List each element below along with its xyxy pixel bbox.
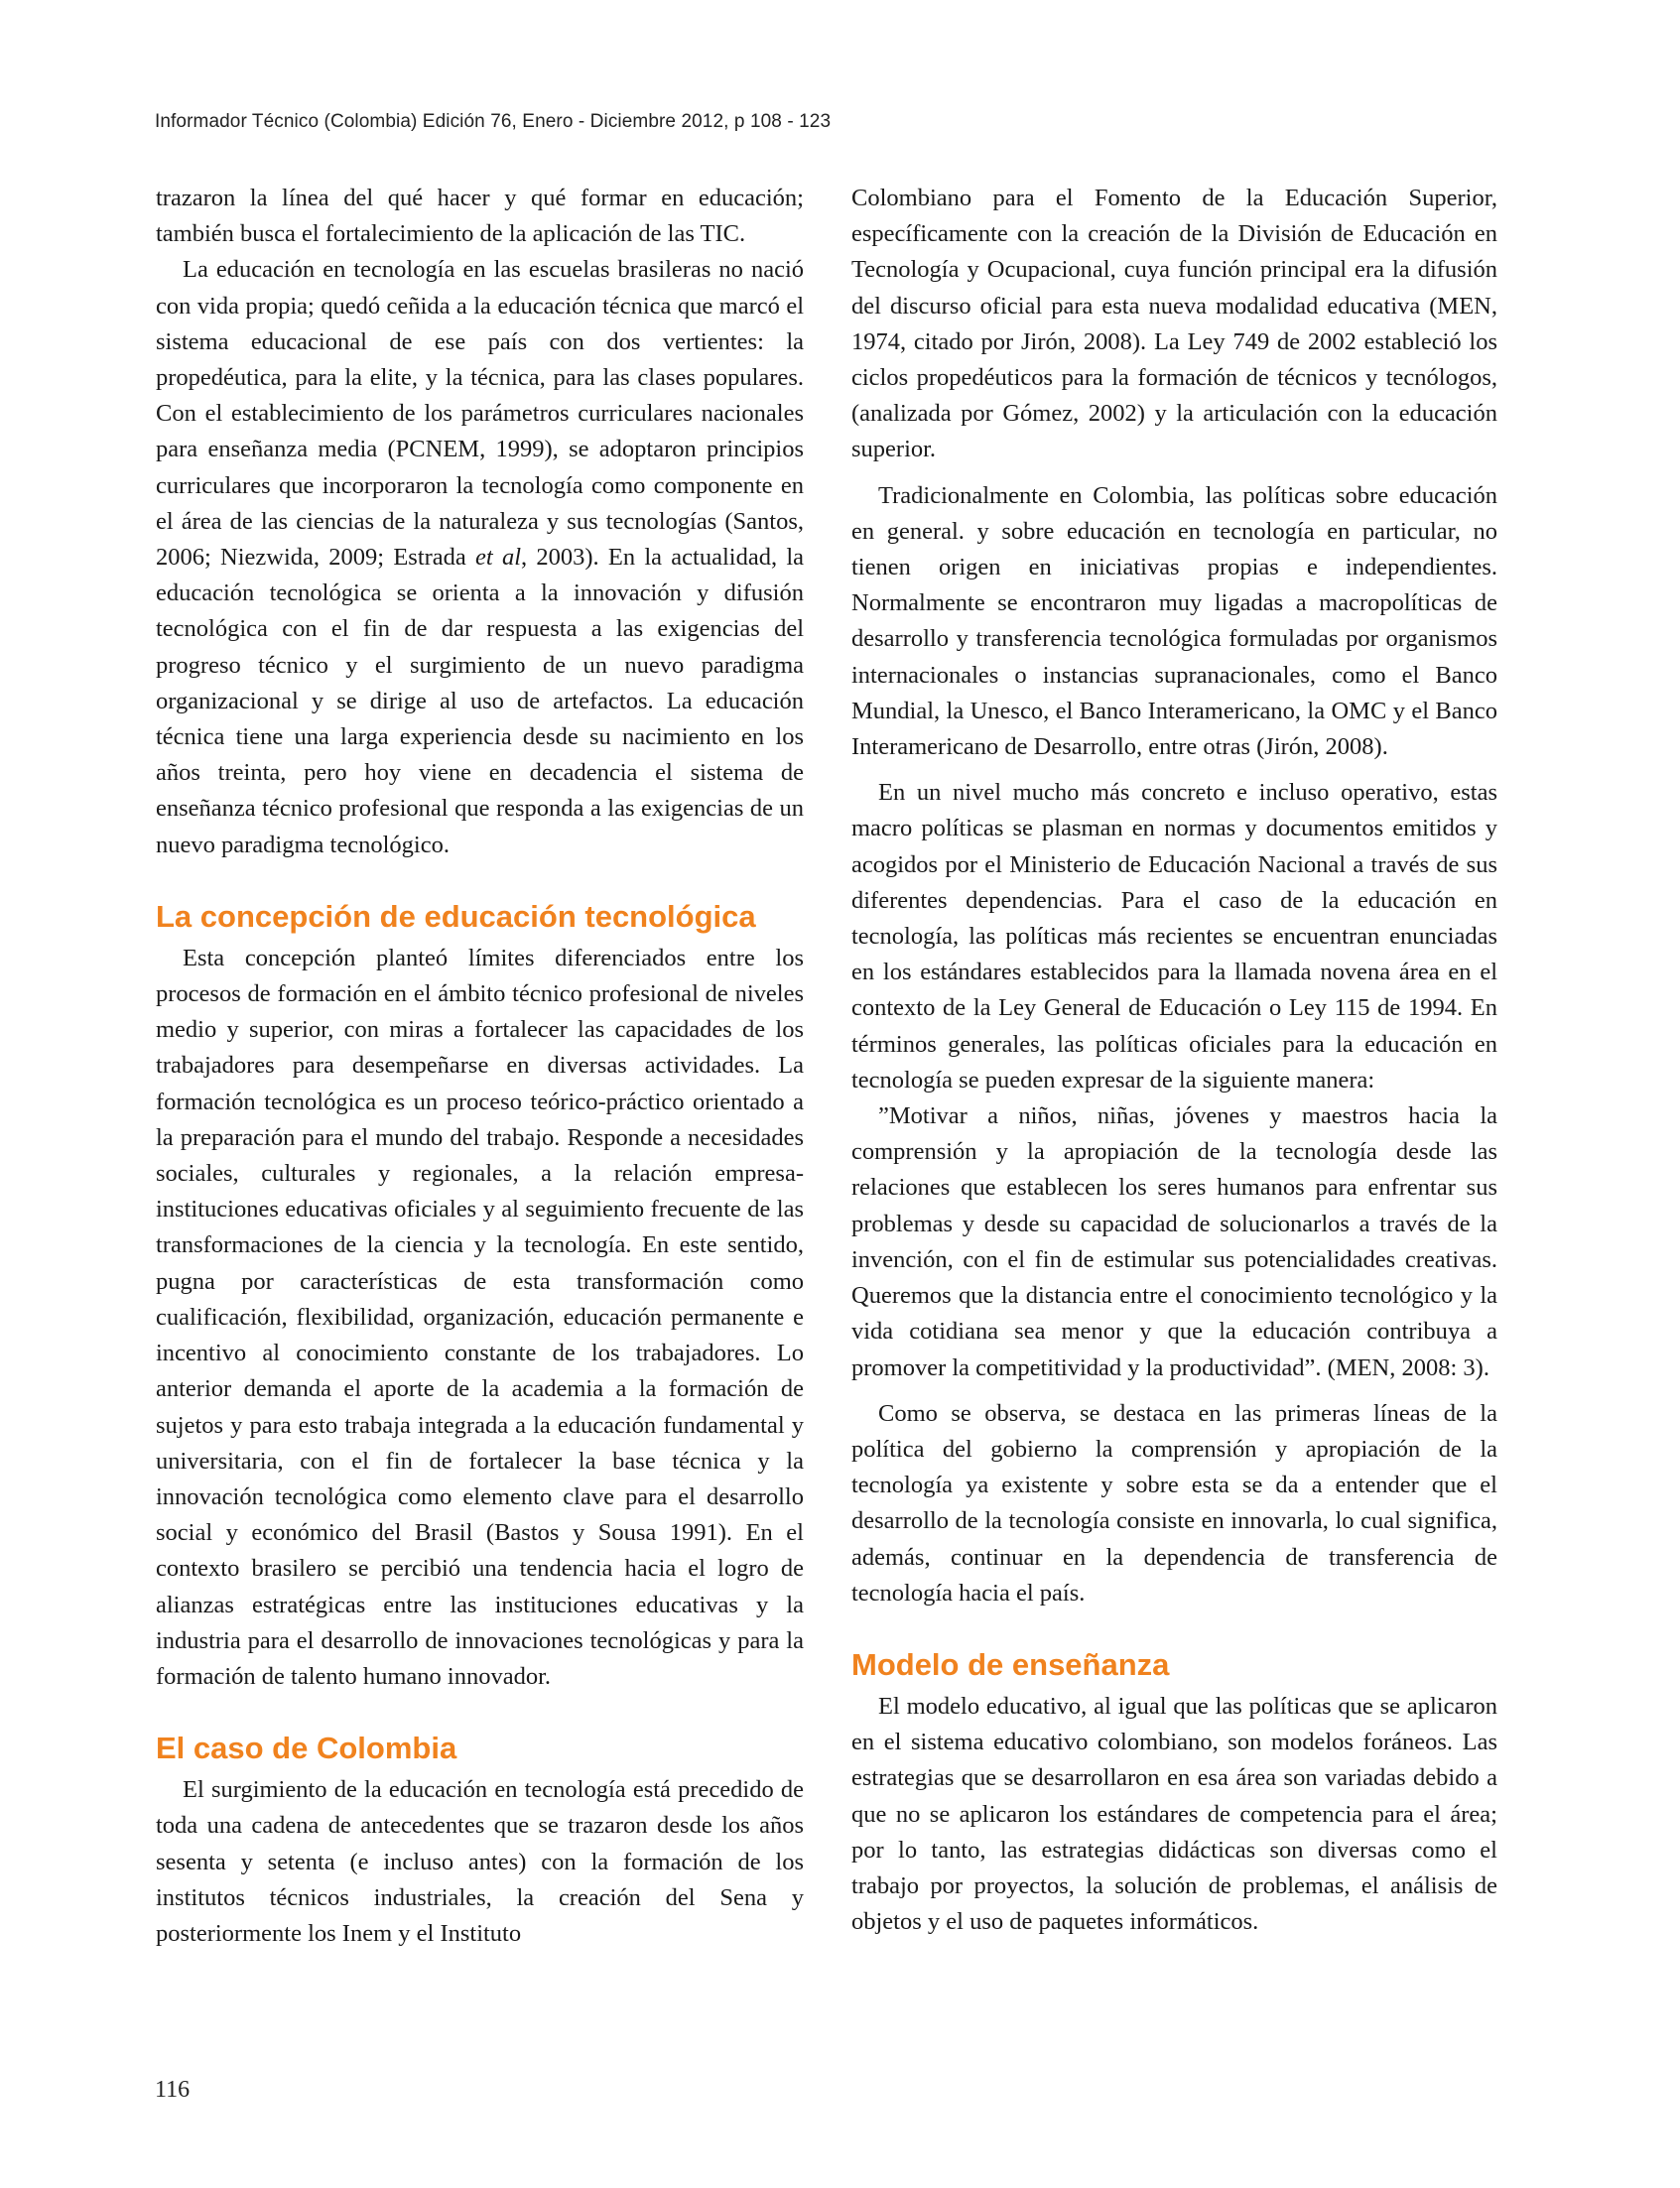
running-header: Informador Técnico (Colombia) Edición 76, Enero - Diciembre 2012, p 108 - 123 <box>155 111 832 132</box>
paragraph: trazaron la línea del qué hacer y qué formar en educación; también busca el fortalecimiento de la aplicación de las TIC. <box>156 185 804 248</box>
paragraph: Tradicionalmente en Colombia, las políticas sobre educación en general. y sobre educación en tecnología en particular, no tienen origen en iniciativas propias e independientes. Normalmente se encontraron muy ligadas a macropolíticas de desarrollo y transferencia tecnológica formuladas por organismos internacionales o instancias supranacionales, como el Banco Mundial, la Unesco, el Banco Interamericano, la OMC y el Banco Interamericano de Desarrollo, entre otras (Jirón, 2008). <box>851 481 1497 761</box>
paragraph-emphasis: et al <box>475 544 522 572</box>
section-heading: El caso de Colombia <box>156 1731 457 1766</box>
paragraph: Como se observa, se destaca en las primeras líneas de la política del gobierno la comprensión y apropiación de la tecnología ya existente y sobre esta se da a entender que el desarrollo de la tecnología consiste en innovarla, lo cual significa, además, continuar en la dependencia de transferencia de tecnología hacia el país. <box>851 1399 1497 1607</box>
page-number: 116 <box>155 2077 191 2103</box>
paragraph <box>156 252 804 862</box>
left-column <box>156 181 804 1952</box>
quote-paragraph: ”Motivar a niños, niñas, jóvenes y maestros hacia la comprensión y la apropiación de la tecnología desde las relaciones que establecen los seres humanos para enfrentar sus problemas y desde su capacidad de solucionarlos a través de la invención, con el fin de estimular sus potencialidades creativas. Queremos que la distancia entre el conocimiento tecnológico y la vida cotidiana sea menor y que la educación contribuya a promover la competitividad y la productividad”. (MEN, 2008: 3). <box>851 1102 1497 1381</box>
paragraph: En un nivel mucho más concreto e incluso operativo, estas macro políticas se plasman en normas y documentos emitidos y acogidos por el Ministerio de Educación Nacional a través de sus diferentes dependencias. Para el caso de la educación en tecnología, las políticas más recientes se encuentran enunciadas en los estándares establecidos para la llamada novena área en el contexto de la Ley General de Educación o Ley 115 de 1994. En términos generales, las políticas oficiales para la educación en tecnología se pueden expresar de la siguiente manera: <box>851 779 1497 1094</box>
paragraph: El surgimiento de la educación en tecnología está precedido de toda una cadena de antecedentes que se trazaron desde los años sesenta y setenta (e incluso antes) con la formación de los institutos técnicos industriales, la creación del Sena y posteriormente los Inem y el Instituto <box>156 1776 804 1947</box>
paragraph-text: La educación en tecnología en las escuelas brasileras no nació con vida propia; quedó ceñida a la educación técnica que marcó el sistema educacional de ese país con dos vertientes: la propedéutica, para la elite, y la técnica, para las clases populares. Con el establecimiento de los parámetros curriculares nacionales para enseñanza media (PCNEM, 1999), se adoptaron principios curriculares que incorporaron la tecnología como componente en el área de las ciencias de la naturaleza y sus tecnologías (Santos, 2006; Niezwida, 2009; Estrada <box>156 256 804 572</box>
right-column <box>851 181 1497 1940</box>
section-heading: La concepción de educación tecnológica <box>156 898 756 934</box>
paragraph-text: , 2003). En la actualidad, la educación tecnológica se orienta a la innovación y difusión tecnológica con el fin de dar respuesta a las exigencias del progreso técnico y el surgimiento de un nuevo paradigma organizacional y se dirige al uso de artefactos. La educación técnica tiene una larga experiencia desde su nacimiento en los años treinta, pero hoy viene en decadencia el sistema de enseñanza técnico profesional que responda a las exigencias de un nuevo paradigma tecnológico. <box>156 544 805 858</box>
paragraph: Colombiano para el Fomento de la Educación Superior, específicamente con la creación de la División de Educación en Tecnología y Ocupacional, cuya función principal era la difusión del discurso oficial para esta nueva modalidad educativa (MEN, 1974, citado por Jirón, 2008). La Ley 749 de 2002 estableció los ciclos propedéuticos para la formación de técnicos y tecnólogos, (analizada por Gómez, 2002) y la articulación con la educación superior. <box>851 185 1497 463</box>
paragraph: Esta concepción planteó límites diferenciados entre los procesos de formación en el ámbito técnico profesional de niveles medio y superior, con miras a fortalecer las capacidades de los trabajadores para desempeñarse en diversas actividades. La formación tecnológica es un proceso teórico-práctico orientado a la preparación para el mundo del trabajo. Responde a necesidades sociales, culturales y regionales, a la relación empresa- instituciones educativas oficiales y al seguimiento frecuente de las transformaciones de la ciencia y la tecnología. En este sentido, pugna por características de esta transformación como cualificación, flexibilidad, organización, educación permanente e incentivo al conocimiento constante de los trabajadores. Lo anterior demanda el aporte de la academia a la formación de sujetos y para esto trabaja integrada a la educación fundamental y universitaria, con el fin de fortalecer la base técnica y la innovación tecnológica como elemento clave para el desarrollo social y económico del Brasil (Bastos y Sousa 1991). En el contexto brasilero se percibió una tendencia hacia el logro de alianzas estratégicas entre las instituciones educativas y la industria para el desarrollo de innovaciones tecnológicas y para la formación de talento humano innovador. <box>156 944 804 1690</box>
paragraph: El modelo educativo, al igual que las políticas que se aplicaron en el sistema educativo colombiano, son modelos foráneos. Las estrategias que se desarrollaron en esa área son variadas debido a que no se aplicaron los estándares de competencia para el área; por lo tanto, las estrategias didácticas son diversas como el trabajo por proyectos, la solución de problemas, el análisis de objetos y el uso de paquetes informáticos. <box>851 1692 1497 1936</box>
section-heading: Modelo de enseñanza <box>851 1646 1170 1682</box>
